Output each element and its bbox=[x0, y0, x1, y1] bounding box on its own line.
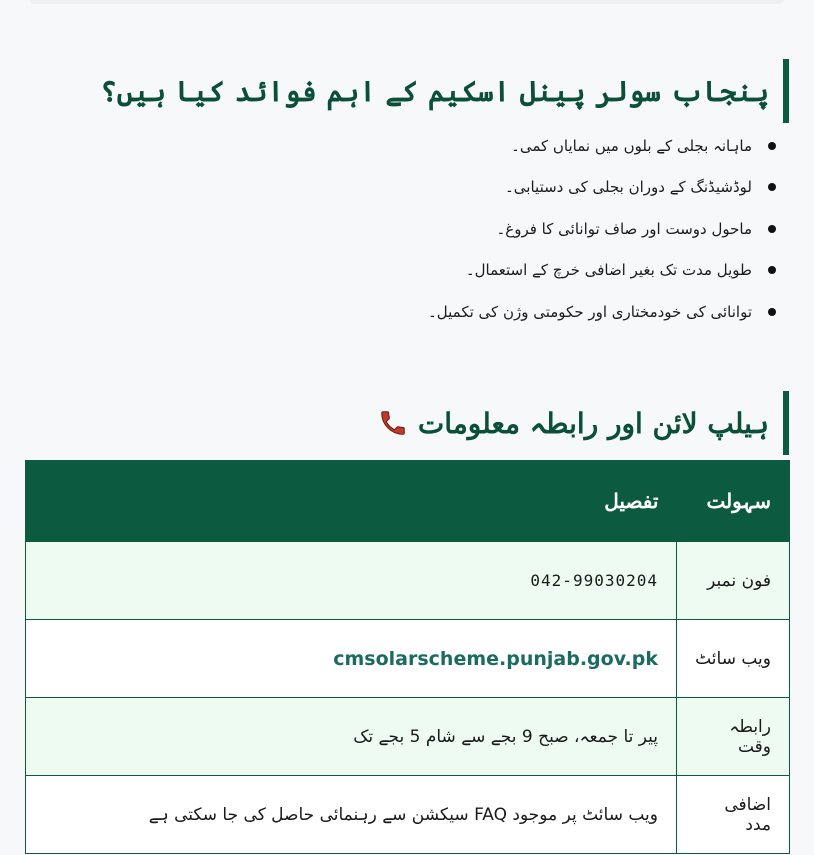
list-item-text: ماہانہ بجلی کے بلوں میں نمایاں کمی۔ bbox=[511, 136, 752, 155]
benefits-list bbox=[428, 125, 776, 333]
benefits-heading-text: پنجاب سولر پینل اسکیم کے اہم فوائد کیا ہیں؟ bbox=[100, 74, 769, 108]
table-row bbox=[26, 776, 790, 854]
header-detail: تفصیل bbox=[26, 461, 677, 542]
row-label-phone: فون نمبر bbox=[677, 542, 790, 620]
row-value-hours: پیر تا جمعہ، صبح 9 بجے سے شام 5 بجے تک bbox=[26, 698, 677, 776]
row-value-extra-help: ویب سائٹ پر موجود FAQ سیکشن سے رہنمائی حاصل کی جا سکتی ہے bbox=[26, 776, 677, 854]
list-item bbox=[428, 208, 776, 250]
row-label-website: ویب سائٹ bbox=[677, 620, 790, 698]
table-row bbox=[26, 698, 790, 776]
table-header-row bbox=[26, 461, 790, 542]
helpline-heading bbox=[378, 391, 789, 455]
list-item-text: لوڈشیڈنگ کے دوران بجلی کی دستیابی۔ bbox=[505, 178, 752, 197]
phone-icon bbox=[378, 408, 408, 438]
helpline-heading-text: ہیلپ لائن اور رابطہ معلومات bbox=[417, 406, 769, 440]
benefits-heading bbox=[100, 59, 789, 123]
table-row bbox=[26, 542, 790, 620]
contact-table bbox=[25, 460, 790, 854]
list-item bbox=[428, 167, 776, 209]
bullet-icon bbox=[768, 308, 776, 316]
list-item bbox=[428, 125, 776, 167]
table-row bbox=[26, 620, 790, 698]
bullet-icon bbox=[768, 183, 776, 191]
phone-number: 042-99030204 bbox=[530, 570, 658, 590]
list-item bbox=[428, 291, 776, 333]
bullet-icon bbox=[768, 142, 776, 150]
list-item bbox=[428, 250, 776, 292]
list-item-text: ماحول دوست اور صاف توانائی کا فروغ۔ bbox=[496, 219, 752, 238]
bullet-icon bbox=[768, 225, 776, 233]
top-divider bbox=[30, 0, 784, 4]
bullet-icon bbox=[768, 266, 776, 274]
website-link[interactable]: cmsolarscheme.punjab.gov.pk bbox=[333, 647, 658, 670]
row-value-phone bbox=[26, 542, 677, 620]
row-value-website bbox=[26, 620, 677, 698]
list-item-text: طویل مدت تک بغیر اضافی خرچ کے استعمال۔ bbox=[465, 261, 752, 280]
list-item-text: توانائی کی خودمختاری اور حکومتی وژن کی تکمیل۔ bbox=[427, 302, 752, 321]
row-label-extra-help: اضافی مدد bbox=[677, 776, 790, 854]
row-label-hours: رابطہ وقت bbox=[677, 698, 790, 776]
header-facility: سہولت bbox=[677, 461, 790, 542]
